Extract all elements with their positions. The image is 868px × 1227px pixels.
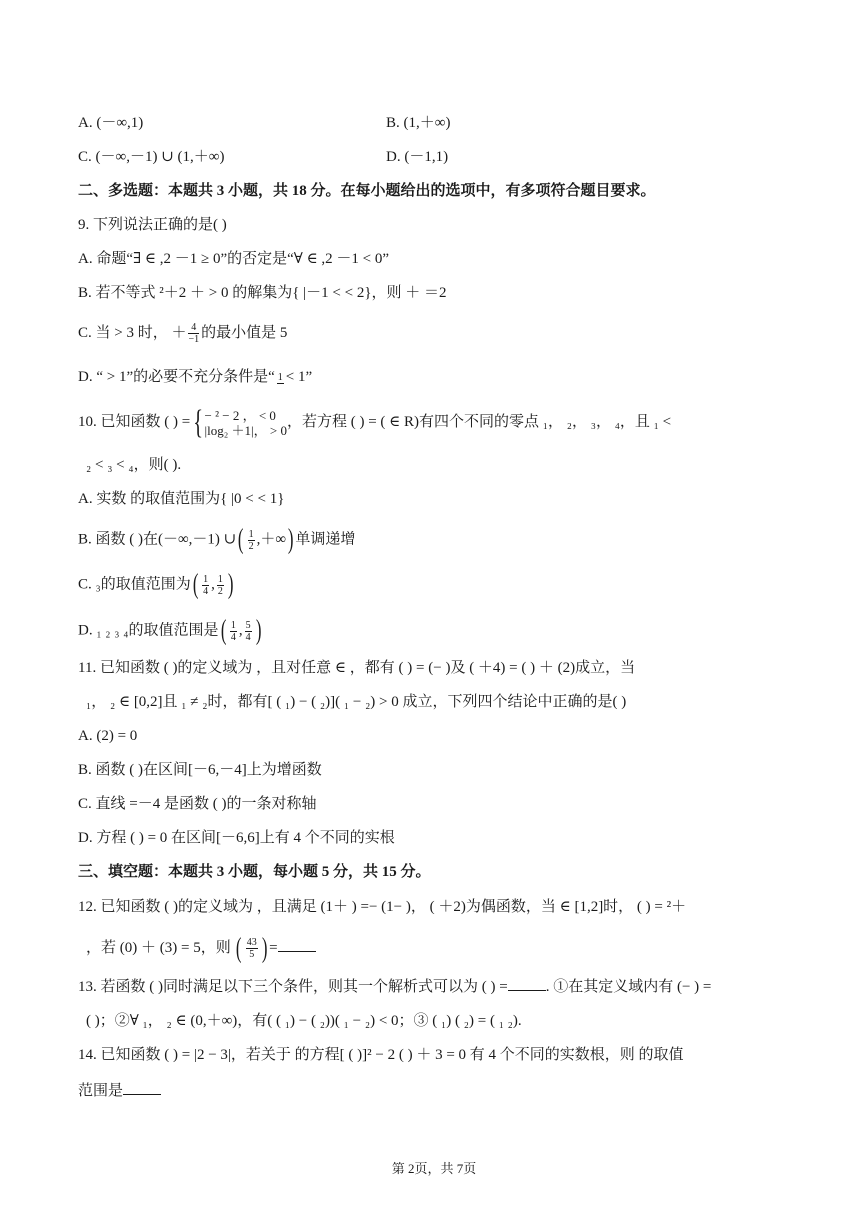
q10-c-fraction-1	[202, 574, 209, 597]
q12-fraction	[246, 937, 258, 960]
option-a: A. (－∞,1)	[78, 115, 144, 131]
q10-b-numerator: 1	[248, 528, 254, 540]
q14-text: 范围是	[78, 1083, 124, 1099]
page-footer: 第 2页，共 7页	[391, 1161, 477, 1176]
q9-c-numerator: 4	[188, 322, 199, 334]
q9-d-fraction	[277, 372, 284, 384]
q10-c-numerator-1: 1	[203, 573, 209, 585]
question-9-stem: 9. 下列说法正确的是( )	[78, 217, 227, 233]
q10-b-prefix: B. 函数 ( )在(－∞,－1) ∪	[78, 531, 237, 548]
q9-c-suffix: 的最小值是 5	[201, 324, 288, 341]
section-heading-multiple-choice: 二、多选题：本题共 3 小题，共 18 分。在每小题给出的选项中，有多项符合题目要求。	[78, 183, 656, 199]
q10-d-prefix: D. ₁ ₂ ₃ ₄的取值范围是	[78, 622, 219, 639]
answer-blank[interactable]	[123, 1080, 161, 1095]
paren-right-icon: )	[255, 615, 262, 646]
paren-left-icon: (	[236, 932, 242, 964]
q13-text: 13. 若函数 ( )同时满足以下三个条件，则其一个解析式可以为 ( ) =	[78, 979, 508, 995]
question-11-line-1: 11. 已知函数 ( )的定义域为 ，且对任意 ∈ ，都有 ( ) = (− )及 ( ＋4) = ( ) ＋ (2)成立，当	[78, 660, 636, 676]
q10-case-1: − ² − 2 ， < 0	[204, 407, 276, 423]
q9-c-fraction	[188, 322, 199, 345]
question-10-option-d: D. ₁ ₂ ₃ ₄的取值范围是( $\frac{1}{4}$ , $\frac{5}{4}$ )	[78, 615, 262, 646]
paren-left-icon: (	[220, 615, 226, 646]
paren-right-icon: )	[227, 569, 234, 600]
q9-c-denominator: −1	[188, 334, 200, 345]
q9-d-numerator: 1	[277, 371, 283, 383]
q10-prefix: 10. 已知函数 ( ) =	[78, 414, 191, 430]
question-9-option-c	[78, 322, 287, 345]
question-9-option-d	[78, 367, 312, 387]
question-11-option-a: A. (2) = 0	[78, 728, 138, 744]
q10-d-fraction-2	[245, 620, 252, 643]
q10-d-denominator-1: 4	[230, 631, 236, 643]
question-11-option-d: D. 方程 ( ) = 0 在区间[－6,6]上有 4 个不同的实根	[78, 830, 395, 846]
q10-d-denominator-2: 4	[245, 631, 251, 643]
q12-numerator: 43	[246, 937, 257, 949]
paren-right-icon: )	[261, 932, 268, 964]
q10-d-numerator-2: 5	[245, 619, 251, 631]
q10-suffix: ，若方程 ( ) = ( ∈ R)有四个不同的零点 ₁， ₂， ₃， ₄，且 ₁ <	[286, 414, 672, 430]
question-10-line-1	[78, 404, 671, 440]
paren-left-icon: (	[238, 524, 244, 555]
option-d: D. (－1,1)	[386, 149, 449, 165]
q9-d-suffix: < 1”	[285, 369, 313, 385]
question-10-option-c: C. ₃的取值范围为( $\frac{1}{4}$ , $\frac{1}{2}$ )	[78, 569, 234, 600]
paren-left-icon: (	[192, 569, 199, 600]
q12-prefix: ，若 (0) ＋ (3) = 5，则	[86, 940, 235, 956]
question-12-line-2	[86, 934, 316, 963]
question-10-option-a: A. 实数 的取值范围为{ |0 < < 1}	[78, 491, 285, 507]
q10-b-interval-end: ,＋∞	[256, 531, 287, 548]
question-10-line-2: ₂ < ₃ < ₄，则( ).	[86, 457, 182, 473]
question-12-line-1: 12. 已知函数 ( )的定义域为 ，且满足 (1＋ ) =− (1− )， ( ＋2)为偶函数，当 ∈ [1,2]时， ( ) = ²＋	[78, 899, 687, 915]
question-11-option-c: C. 直线 =－4 是函数 ( )的一条对称轴	[78, 796, 317, 812]
paren-right-icon: )	[287, 524, 294, 555]
q10-c-numerator-2: 1	[217, 573, 223, 585]
q10-d-fraction-1	[230, 620, 237, 643]
q10-b-tail: 单调递增	[295, 531, 356, 548]
answer-blank[interactable]	[508, 976, 546, 991]
q10-b-denominator: 2	[248, 540, 254, 552]
q9-d-prefix: D. “ > 1”的必要不充分条件是“	[78, 369, 275, 385]
q10-piecewise	[205, 408, 287, 438]
q10-c-denominator-1: 4	[203, 585, 209, 597]
q10-b-fraction	[248, 529, 255, 552]
q13-condition-1: . ①在其定义域内有 (− ) =	[545, 979, 712, 995]
q12-equals: =	[269, 940, 278, 956]
question-9-option-b: B. 若不等式 ²＋2 ＋ > 0 的解集为{ |－1 < < 2}，则 ＋ ＝2	[78, 285, 447, 301]
q10-d-numerator-1: 1	[230, 619, 236, 631]
question-14-line-1: 14. 已知函数 ( ) = |2 − 3|，若关于 的方程[ ( )]² − 2 ( ) ＋ 3 = 0 有 4 个不同的实数根，则 的取值	[78, 1047, 684, 1063]
answer-blank[interactable]	[278, 937, 316, 952]
question-11-line-2: ₁， ₂ ∈ [0,2]且 ₁ ≠ ₂时，都有[ ( ₁) − ( ₂)]( ₁ − ₂) > 0 成立，下列四个结论中正确的是( )	[86, 694, 627, 710]
q10-c-fraction-2	[217, 574, 224, 597]
option-c: C. (－∞,－1) ∪ (1,＋∞)	[78, 149, 225, 165]
question-13-line-1	[78, 976, 711, 997]
section-heading-fill-in: 三、填空题：本题共 3 小题，每小题 5 分，共 15 分。	[78, 864, 431, 880]
question-14-line-2	[78, 1080, 161, 1101]
q10-c-prefix: C. ₃的取值范围为	[78, 576, 191, 593]
question-13-line-2: ( )；②∀ ₁， ₂ ∈ (0,＋∞)，有( ( ₁) − ( ₂))( ₁ − ₂) < 0；③ ( ₁) ( ₂) = ( ₁ ₂).	[86, 1013, 522, 1029]
q12-denominator: 5	[249, 949, 255, 961]
brace-icon: {	[193, 403, 204, 441]
question-9-option-a: A. 命题“∃ ∈ ,2 －1 ≥ 0”的否定是“∀ ∈ ,2 －1 < 0”	[78, 251, 390, 267]
question-10-option-b	[78, 526, 355, 554]
q10-case-2: |log₂ ＋1|， > 0	[204, 422, 287, 438]
question-11-option-b: B. 函数 ( )在区间[－6,－4]上为增函数	[78, 762, 322, 778]
option-b: B. (1,＋∞)	[386, 115, 451, 131]
q10-c-denominator-2: 2	[217, 585, 223, 597]
q9-c-prefix: C. 当 > 3 时， ＋	[78, 324, 187, 341]
